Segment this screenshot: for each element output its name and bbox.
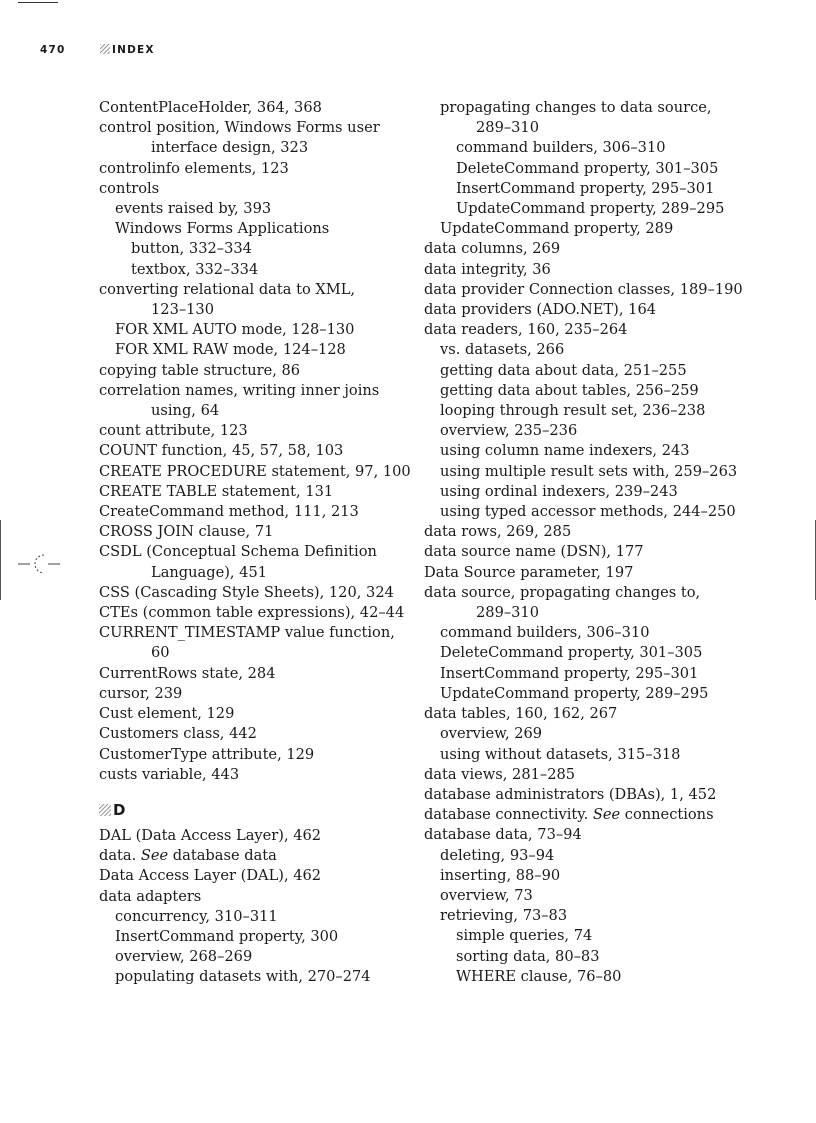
index-entry: CreateCommand method, 111, 213 xyxy=(99,503,359,521)
index-entry: UpdateCommand property, 289 xyxy=(440,220,674,238)
index-entry: UpdateCommand property, 289–295 xyxy=(456,200,725,218)
index-entry-continuation: 123–130 xyxy=(151,301,215,319)
index-entry: copying table structure, 86 xyxy=(99,361,301,379)
index-entry: InsertCommand property, 295–301 xyxy=(456,179,715,197)
index-entry: Windows Forms Applications xyxy=(115,220,330,238)
index-entry: populating datasets with, 270–274 xyxy=(115,968,371,986)
index-entry-continuation: interface design, 323 xyxy=(151,139,309,157)
index-entry: CSDL (Conceptual Schema Definition xyxy=(99,543,377,561)
index-entry: using column name indexers, 243 xyxy=(440,442,690,460)
index-entry: custs variable, 443 xyxy=(99,765,240,783)
index-entry: using typed accessor methods, 244–250 xyxy=(440,503,736,521)
index-entry: button, 332–334 xyxy=(131,240,252,258)
index-entries-d xyxy=(99,826,399,988)
index-entry: InsertCommand property, 300 xyxy=(115,927,339,945)
index-entry: data rows, 269, 285 xyxy=(424,523,572,541)
letter-heading: D xyxy=(99,795,399,826)
index-entry: DeleteCommand property, 301–305 xyxy=(440,644,703,662)
index-entry: Cust element, 129 xyxy=(99,705,235,723)
index-entry: CSS (Cascading Style Sheets), 120, 324 xyxy=(99,583,394,601)
index-entry: CTEs (common table expressions), 42–44 xyxy=(99,604,405,622)
index-entry: data. See database data xyxy=(99,847,277,865)
index-entries-c xyxy=(99,98,411,785)
index-entry: sorting data, 80–83 xyxy=(456,947,600,965)
index-entries-continued xyxy=(424,98,784,987)
hatch-icon xyxy=(100,44,110,54)
index-entry: textbox, 332–334 xyxy=(131,260,259,278)
index-entry: data integrity, 36 xyxy=(424,260,551,278)
index-entry: data readers, 160, 235–264 xyxy=(424,321,628,339)
index-entry: CURRENT_TIMESTAMP value function, xyxy=(99,624,395,642)
index-entry: retrieving, 73–83 xyxy=(440,907,568,925)
index-entry: controlinfo elements, 123 xyxy=(99,159,289,177)
index-entry: getting data about tables, 256–259 xyxy=(440,381,699,399)
index-entry: WHERE clause, 76–80 xyxy=(456,967,622,985)
index-entry: CROSS JOIN clause, 71 xyxy=(99,523,274,541)
index-entry: data providers (ADO.NET), 164 xyxy=(424,301,657,319)
section-title: INDEX xyxy=(100,44,155,56)
index-entry-continuation: 289–310 xyxy=(476,119,540,137)
index-entry: UpdateCommand property, 289–295 xyxy=(440,684,709,702)
index-entry: DAL (Data Access Layer), 462 xyxy=(99,826,322,844)
index-entry: command builders, 306–310 xyxy=(440,624,650,642)
index-entry: data adapters xyxy=(99,887,202,905)
index-entry: database administrators (DBAs), 1, 452 xyxy=(424,785,717,803)
index-entry: converting relational data to XML, xyxy=(99,280,356,298)
index-entry: deleting, 93–94 xyxy=(440,846,555,864)
index-entry: InsertCommand property, 295–301 xyxy=(440,664,699,682)
index-entry: command builders, 306–310 xyxy=(456,139,666,157)
index-entry-continuation: 289–310 xyxy=(476,604,540,622)
index-entry: Data Access Layer (DAL), 462 xyxy=(99,867,322,885)
index-entry: overview, 268–269 xyxy=(115,948,253,966)
index-entry-continuation: Language), 451 xyxy=(151,563,268,581)
page-number: 470 xyxy=(40,44,66,56)
index-entry: simple queries, 74 xyxy=(456,927,593,945)
index-entry: overview, 235–236 xyxy=(440,422,578,440)
index-entry: data tables, 160, 162, 267 xyxy=(424,705,618,723)
index-entry: CREATE TABLE statement, 131 xyxy=(99,482,334,500)
crop-mark-left xyxy=(0,520,1,600)
index-entry: vs. datasets, 266 xyxy=(440,341,565,359)
index-entry: FOR XML AUTO mode, 128–130 xyxy=(115,321,355,339)
index-entry: CurrentRows state, 284 xyxy=(99,664,276,682)
index-entry: control position, Windows Forms user xyxy=(99,119,380,137)
index-entry: data source name (DSN), 177 xyxy=(424,543,644,561)
index-entry: DeleteCommand property, 301–305 xyxy=(456,159,719,177)
index-entry: CustomerType attribute, 129 xyxy=(99,745,315,763)
index-entry: using ordinal indexers, 239–243 xyxy=(440,482,678,500)
index-column-left xyxy=(99,98,411,988)
index-entry: count attribute, 123 xyxy=(99,422,248,440)
index-entry: database data, 73–94 xyxy=(424,826,582,844)
index-entry: events raised by, 393 xyxy=(115,200,272,218)
index-entry: using multiple result sets with, 259–263 xyxy=(440,462,738,480)
index-entry: database connectivity. See connections xyxy=(424,806,714,824)
index-entry: looping through result set, 236–238 xyxy=(440,402,706,420)
see-reference: See xyxy=(140,847,169,865)
crop-mark-top xyxy=(18,2,58,3)
index-column-right xyxy=(424,98,784,987)
registration-mark-icon xyxy=(18,550,60,578)
see-reference: See xyxy=(592,806,621,824)
index-entry: inserting, 88–90 xyxy=(440,866,561,884)
index-entry: COUNT function, 45, 57, 58, 103 xyxy=(99,442,344,460)
index-entry: correlation names, writing inner joins xyxy=(99,381,380,399)
index-entry: propagating changes to data source, xyxy=(440,99,712,116)
index-entry: Customers class, 442 xyxy=(99,725,257,743)
index-entry: overview, 269 xyxy=(440,725,543,743)
index-entry: data columns, 269 xyxy=(424,240,561,258)
index-entry: data source, propagating changes to, xyxy=(424,583,701,601)
index-entry: CREATE PROCEDURE statement, 97, 100 xyxy=(99,462,411,480)
index-entry: using without datasets, 315–318 xyxy=(440,745,681,763)
index-entry: Data Source parameter, 197 xyxy=(424,563,634,581)
hatch-icon xyxy=(99,804,111,816)
index-entry: overview, 73 xyxy=(440,886,533,904)
index-entry: ContentPlaceHolder, 364, 368 xyxy=(99,99,322,116)
index-entry-continuation: 60 xyxy=(151,644,170,662)
index-entry: FOR XML RAW mode, 124–128 xyxy=(115,341,346,359)
index-entry: cursor, 239 xyxy=(99,684,183,702)
index-entry: getting data about data, 251–255 xyxy=(440,361,687,379)
index-entry: data provider Connection classes, 189–190 xyxy=(424,280,743,298)
index-entry: controls xyxy=(99,179,160,197)
index-entry: data views, 281–285 xyxy=(424,765,576,783)
index-entry-continuation: using, 64 xyxy=(151,402,220,420)
index-entry: concurrency, 310–311 xyxy=(115,907,278,925)
